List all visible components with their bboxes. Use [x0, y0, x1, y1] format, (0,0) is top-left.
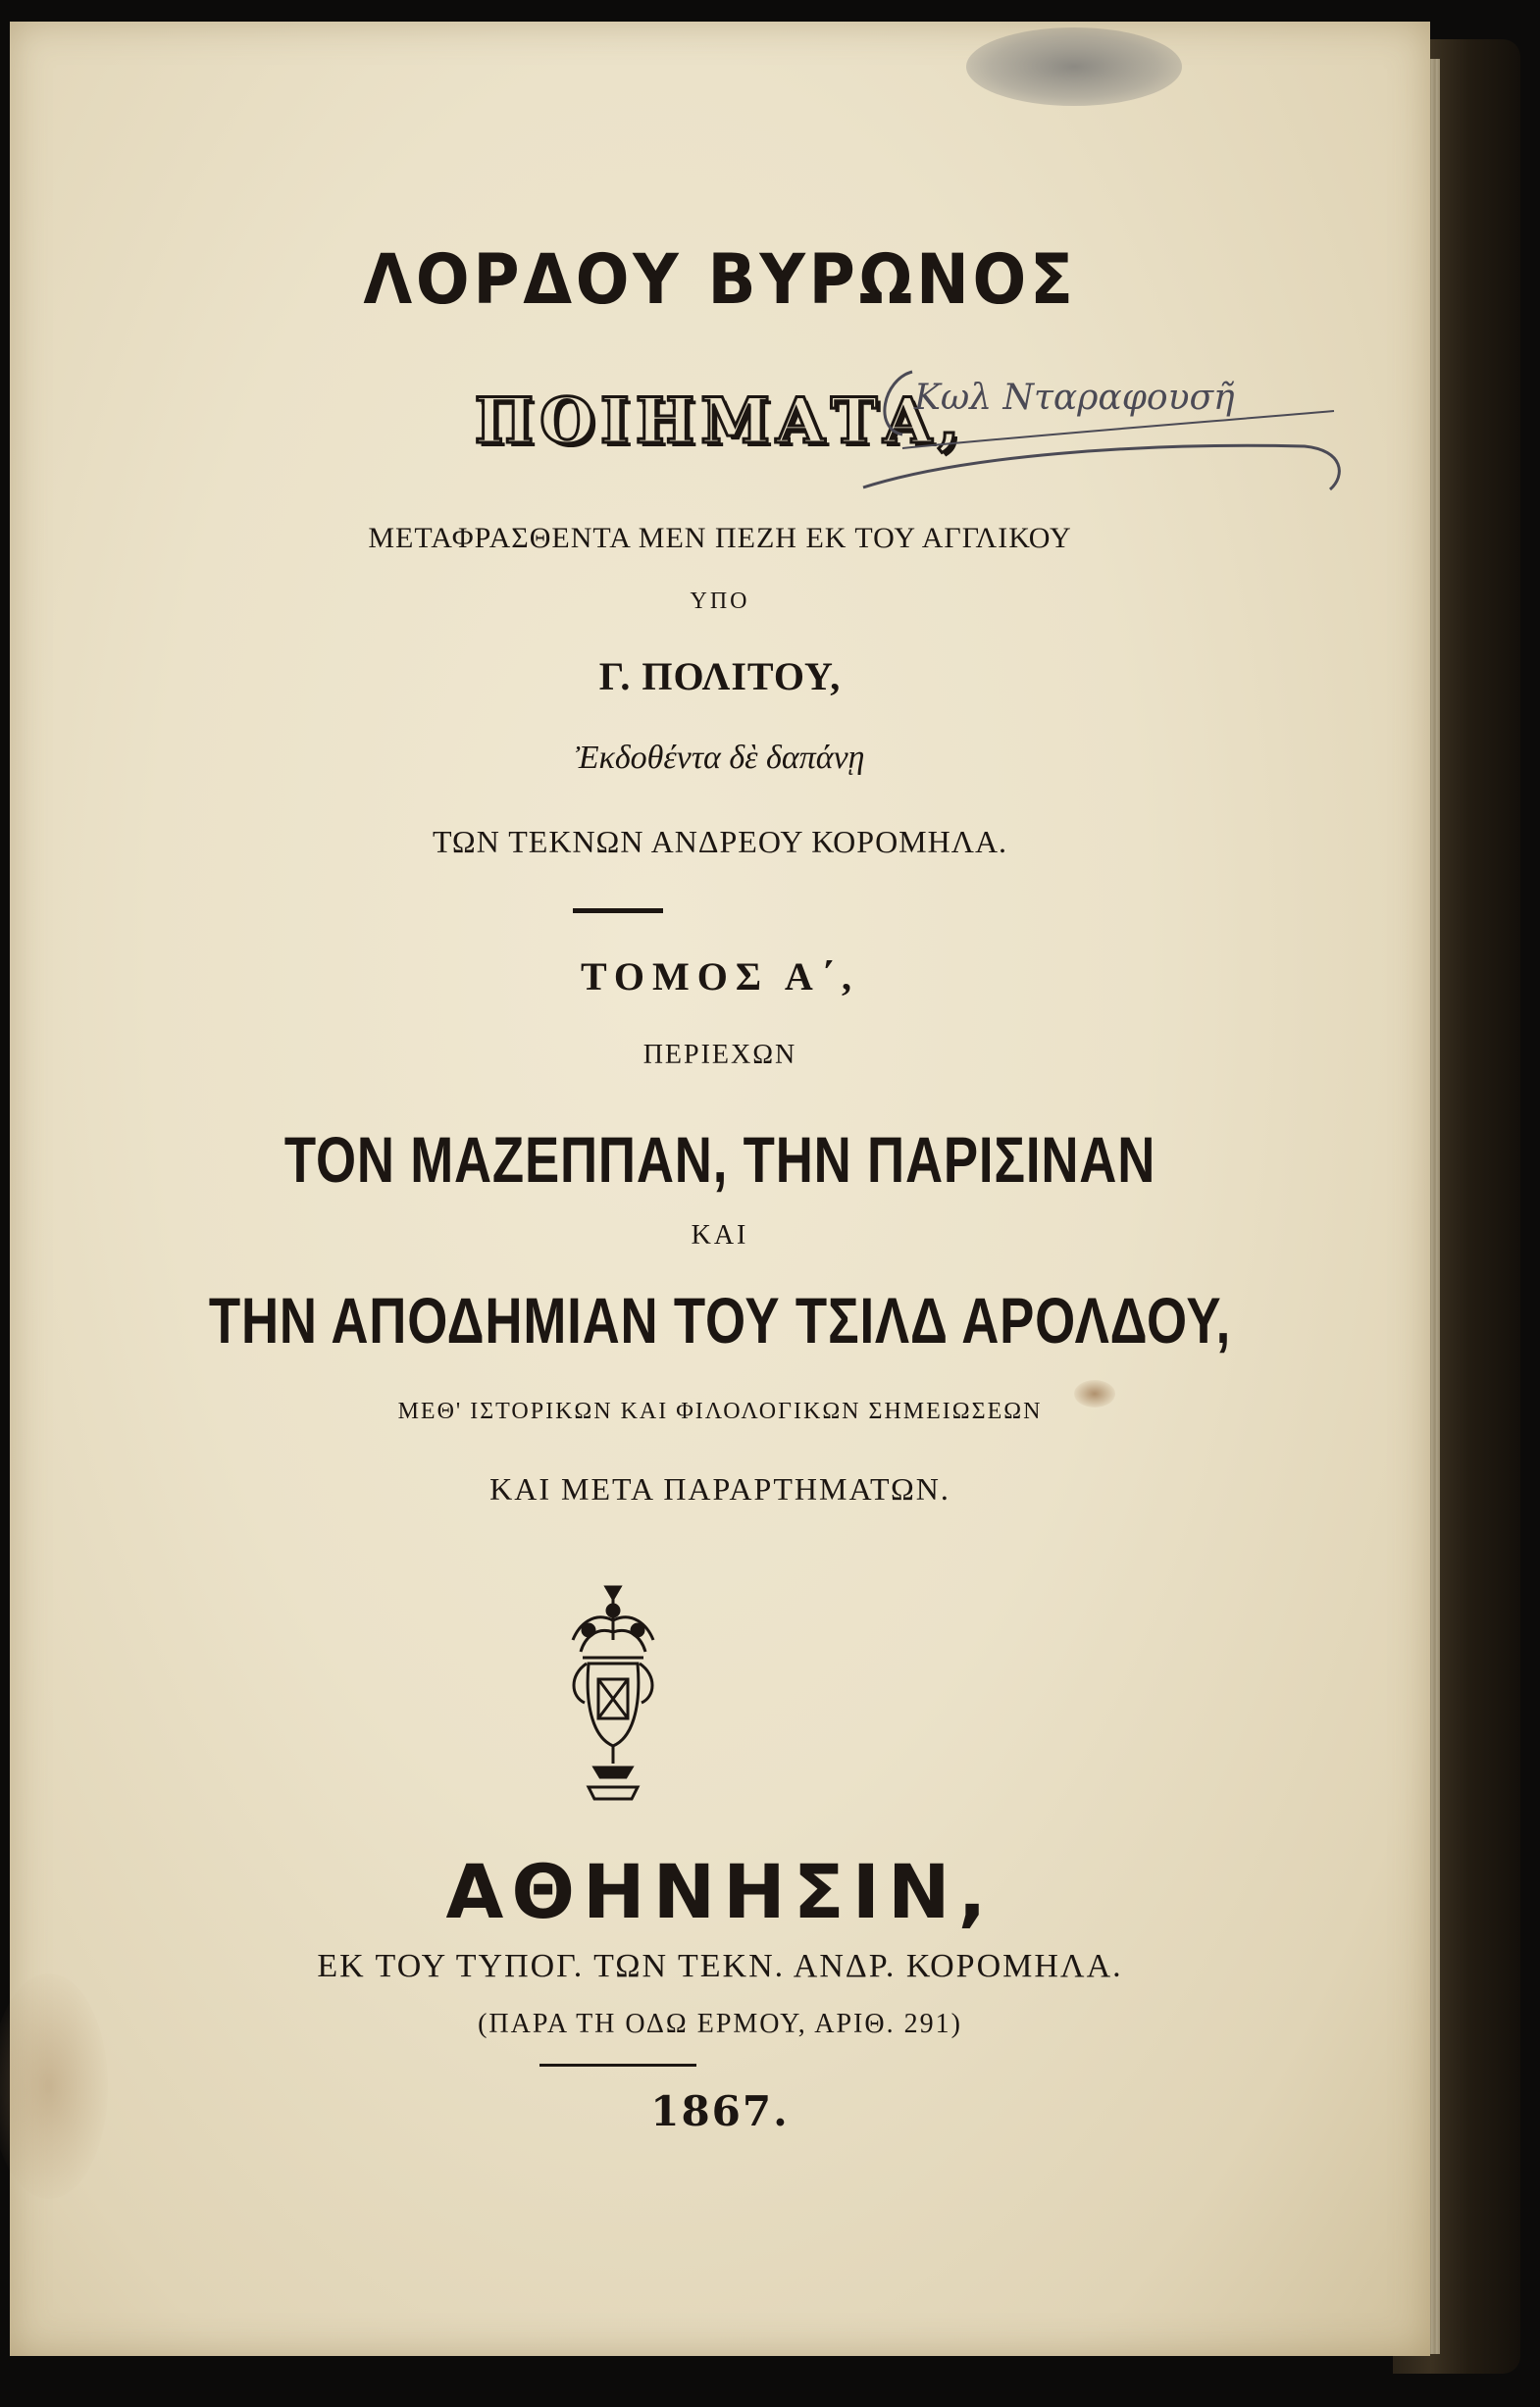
volume-label: ΤΟΜΟΣ Α΄, — [580, 954, 860, 999]
contents-line-2: ΤΗΝ ΑΠΟΔΗΜΙΑΝ ΤΟΥ ΤΣΙΛΔ ΑΡΟΛΔΟΥ, — [208, 1284, 1232, 1357]
notes-line: ΜΕΘ' ΙΣΤΟΡΙΚΩΝ ΚΑΙ ΦΙΛΟΛΟΓΙΚΩΝ ΣΗΜΕΙΩΣΕΩΝ — [397, 1399, 1043, 1424]
water-stain — [966, 27, 1182, 106]
publication-year: 1867. — [650, 2087, 790, 2135]
translation-line: ΜΕΤΑΦΡΑΣΘΕΝΤΑ ΜΕΝ ΠΕΖΗ ΕΚ ΤΟΥ ΑΓΓΛΙΚΟΥ — [368, 522, 1072, 554]
published-line: Ἐκδοθέντα δὲ δαπάνῃ — [575, 740, 865, 776]
address-line: (ΠΑΡΑ ΤΗ ΟΔΩ ΕΡΜΟΥ, ΑΡΙΘ. 291) — [478, 2009, 962, 2039]
appendix-line: ΚΑΙ ΜΕΤΑ ΠΑΡΑΡΤΗΜΑΤΩΝ. — [489, 1471, 950, 1507]
divider-rule — [573, 908, 663, 913]
press-line: ΕΚ ΤΟΥ ΤΥΠΟΓ. ΤΩΝ ΤΕΚΝ. ΑΝΔΡ. ΚΟΡΟΜΗΛΑ. — [317, 1948, 1123, 1984]
foxing-stain — [0, 1973, 108, 2199]
title-page — [10, 22, 1430, 2356]
work-title: ΠΟΙΗΜΑΤΑ, — [474, 384, 966, 458]
divider-rule-bottom — [539, 2064, 696, 2067]
handwritten-note: Κωλ Νταραφουσῆ — [914, 378, 1235, 418]
author-line: ΛΟΡΔΟΥ ΒΥΡΩΝΟΣ — [363, 239, 1077, 320]
contents-line-1: ΤΟΝ ΜΑΖΕΠΠΑΝ, ΤΗΝ ΠΑΡΙΣΙΝΑΝ — [283, 1123, 1156, 1196]
by-line: ΥΠΟ — [690, 589, 750, 614]
urn-ornament-icon — [559, 1581, 667, 1807]
city-label: ΑΘΗΝΗΣΙΝ, — [445, 1848, 995, 1935]
handwritten-signature — [844, 340, 1354, 517]
translator-name: Γ. ΠΟΛΙΤΟΥ, — [598, 654, 842, 698]
containing-label: ΠΕΡΙΕΧΩΝ — [642, 1040, 797, 1070]
publisher-line: ΤΩΝ ΤΕΚΝΩΝ ΑΝΔΡΕΟΥ ΚΟΡΟΜΗΛΑ. — [432, 824, 1008, 859]
conjunction-label: ΚΑΙ — [691, 1220, 749, 1251]
